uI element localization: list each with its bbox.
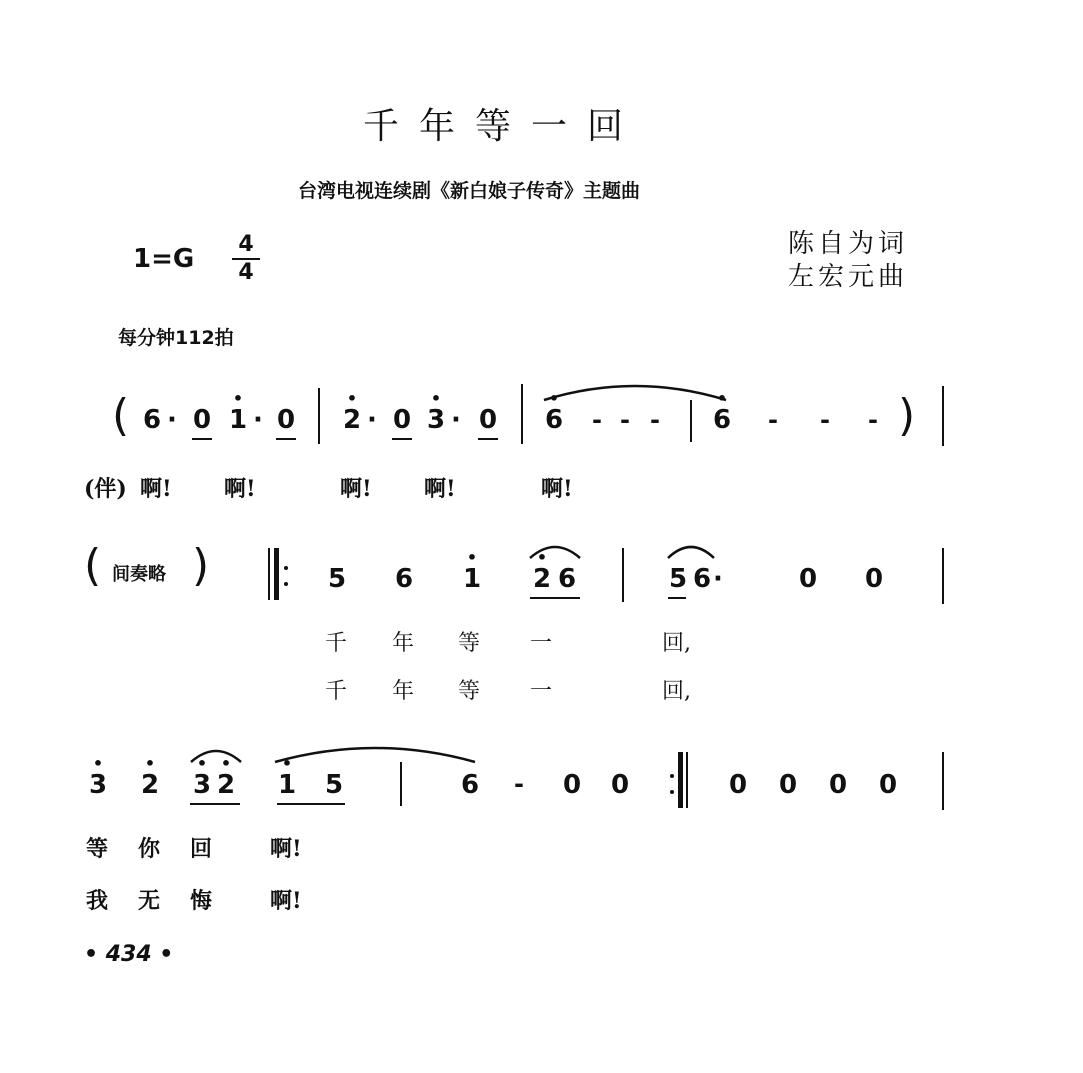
repeat-dot bbox=[284, 566, 288, 570]
lyric: 啊! bbox=[340, 476, 372, 502]
song-title: 千年等一回 bbox=[363, 106, 644, 147]
tie-arc bbox=[272, 740, 478, 766]
note: • 6 bbox=[544, 389, 564, 435]
note: • 6 bbox=[712, 389, 732, 435]
note: 6 bbox=[692, 564, 712, 594]
lyric-prefix: (伴) bbox=[84, 476, 127, 502]
lyric: 你 bbox=[138, 836, 161, 862]
underline bbox=[392, 438, 412, 440]
lyric: 回, bbox=[662, 631, 691, 656]
lyric: 等 bbox=[458, 631, 481, 656]
dash: - bbox=[650, 406, 660, 434]
interlude-close-paren: ) bbox=[192, 540, 210, 591]
note: • 2 bbox=[140, 754, 160, 800]
dash: - bbox=[514, 770, 524, 798]
lyric: 回 bbox=[190, 836, 213, 862]
underline bbox=[192, 438, 212, 440]
dash: - bbox=[820, 406, 830, 434]
lyric: 年 bbox=[392, 631, 415, 656]
tie-arc bbox=[540, 378, 730, 408]
lyric: 等 bbox=[86, 836, 109, 862]
barline bbox=[942, 752, 944, 810]
note: 0 bbox=[276, 405, 296, 435]
dash: - bbox=[620, 406, 630, 434]
lyric: 我 bbox=[86, 888, 109, 914]
note: 5 bbox=[324, 770, 344, 800]
lyric: 啊! bbox=[270, 888, 302, 914]
dot: · bbox=[167, 405, 177, 435]
note: 0 bbox=[798, 564, 818, 594]
dot: · bbox=[451, 405, 461, 435]
underline bbox=[277, 803, 345, 805]
lyric: 啊! bbox=[270, 836, 302, 862]
dot: · bbox=[253, 405, 263, 435]
note: 6 bbox=[142, 405, 162, 435]
open-paren: ( bbox=[112, 390, 130, 441]
note: 0 bbox=[864, 564, 884, 594]
note: 5 bbox=[668, 564, 688, 594]
lyric: 悔 bbox=[190, 888, 213, 914]
song-subtitle: 台湾电视连续剧《新白娘子传奇》主题曲 bbox=[298, 180, 641, 202]
dot: · bbox=[367, 405, 377, 435]
lyric: 啊! bbox=[140, 476, 172, 502]
dash: - bbox=[768, 406, 778, 434]
lyric: 回, bbox=[662, 679, 691, 704]
lyric: 啊! bbox=[424, 476, 456, 502]
slur-arc bbox=[665, 540, 717, 562]
note: • 2 bbox=[342, 389, 362, 435]
page-number: • 434 • bbox=[84, 942, 174, 967]
note: • 2 bbox=[216, 754, 236, 800]
note: • 3 bbox=[88, 754, 108, 800]
repeat-dot bbox=[670, 790, 674, 794]
note: 0 bbox=[878, 770, 898, 800]
lyric: 千 bbox=[325, 679, 348, 704]
key-signature: 1=G bbox=[133, 244, 195, 274]
note: 0 bbox=[778, 770, 798, 800]
note: • 3 bbox=[426, 389, 446, 435]
note: • 1 bbox=[228, 389, 248, 435]
note: 0 bbox=[192, 405, 212, 435]
repeat-end-thin bbox=[686, 752, 688, 808]
lyricist: 陈自为词 bbox=[788, 229, 909, 259]
note: • 3 bbox=[192, 754, 212, 800]
note: • 1 bbox=[277, 754, 297, 800]
note: 0 bbox=[478, 405, 498, 435]
lyric: 啊! bbox=[541, 476, 573, 502]
note: 5 bbox=[327, 564, 347, 594]
lyric: 啊! bbox=[224, 476, 256, 502]
meter-bottom: 4 bbox=[238, 260, 254, 285]
dot: · bbox=[713, 564, 723, 594]
barline bbox=[690, 400, 692, 442]
lyric: 一 bbox=[530, 679, 553, 704]
note: 6 bbox=[557, 564, 577, 594]
note: 0 bbox=[828, 770, 848, 800]
barline bbox=[400, 762, 402, 806]
lyric: 无 bbox=[138, 888, 161, 914]
barline bbox=[942, 548, 944, 604]
note: 6 bbox=[394, 564, 414, 594]
repeat-dot bbox=[284, 582, 288, 586]
lyric: 一 bbox=[530, 631, 553, 656]
composer: 左宏元曲 bbox=[788, 262, 909, 292]
interlude-open-paren: ( bbox=[84, 540, 102, 591]
underline bbox=[668, 597, 686, 599]
barline bbox=[318, 388, 320, 444]
note: • 1 bbox=[462, 548, 482, 594]
credits bbox=[788, 228, 908, 294]
repeat-dot bbox=[670, 774, 674, 778]
tempo-marking: 每分钟112拍 bbox=[118, 327, 234, 349]
lyric: 年 bbox=[392, 679, 415, 704]
underline bbox=[478, 438, 498, 440]
note: 6 bbox=[460, 770, 480, 800]
repeat-end-thick bbox=[678, 752, 683, 808]
underline bbox=[190, 803, 240, 805]
barline bbox=[622, 548, 624, 602]
lyric: 千 bbox=[325, 631, 348, 656]
dash: - bbox=[592, 406, 602, 434]
barline bbox=[942, 386, 944, 446]
barline bbox=[521, 384, 523, 444]
underline bbox=[530, 597, 580, 599]
note: 0 bbox=[392, 405, 412, 435]
repeat-start-thick bbox=[274, 548, 279, 600]
note: 0 bbox=[562, 770, 582, 800]
note: 0 bbox=[728, 770, 748, 800]
lyric: 等 bbox=[458, 679, 481, 704]
underline bbox=[276, 438, 296, 440]
close-paren: ) bbox=[898, 390, 916, 441]
note: • 2 bbox=[532, 548, 552, 594]
interlude-label: 间奏略 bbox=[112, 564, 166, 585]
repeat-start-thin bbox=[268, 548, 270, 600]
note: 0 bbox=[610, 770, 630, 800]
time-signature bbox=[232, 233, 260, 285]
meter-top: 4 bbox=[238, 232, 254, 257]
dash: - bbox=[868, 406, 878, 434]
